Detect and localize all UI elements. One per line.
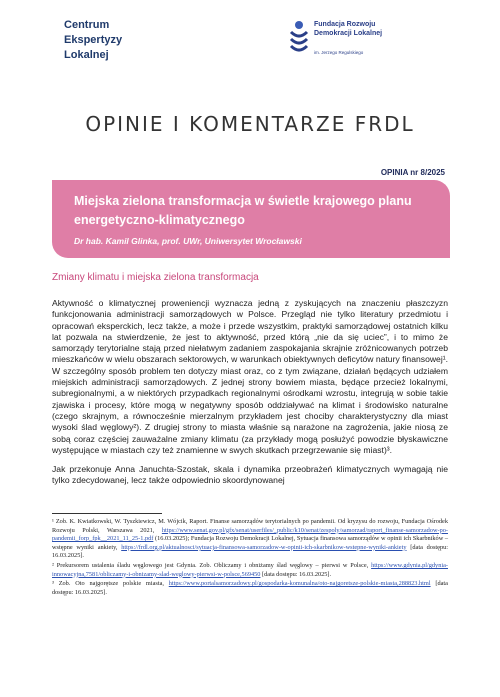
footnotes: [52, 518, 448, 598]
footnote-link[interactable]: https://www.gdynia.pl/gdynia-innowacyjna,7581/obliczamy-i-obnizamy-slad-weglowy-pierwsi-w-polsce,569450: [52, 561, 448, 578]
opinia-number: OPINIA nr 8/2025: [380, 168, 445, 177]
title-banner: [52, 180, 450, 258]
frdl-logo: [288, 18, 438, 68]
frdl-name: Fundacja Rozwoju Demokracji Lokalnej: [314, 21, 383, 37]
footnote-divider: [52, 513, 162, 514]
body-text: [52, 298, 448, 495]
footnote-link[interactable]: https://frdl.org.pl/aktualnosci/sytuacja-finansowa-samorzadow-w-opinii-ich-skarbnikow-wstepne-wyniki-ankiety: [121, 543, 407, 551]
frdl-logo-icon: [288, 20, 310, 52]
frdl-subtitle: im. Jerzego Regulskiego: [314, 50, 364, 55]
page-title: OPINIE I KOMENTARZE FRDL: [85, 112, 415, 136]
section-heading: Zmiany klimatu i miejska zielona transformacja: [52, 272, 259, 283]
footnote: ³ Zob. Oto najgorętsze polskie miasta, https://www.portalsamorzadowy.pl/gospodarka-komunalna/oto-najgoretsze-polskie-miasta,288823.html [data dostępu: 16.03.2025].: [52, 580, 448, 596]
article-author: Dr hab. Kamil Glinka, prof. UWr, Uniwersytet Wrocławski: [74, 236, 302, 246]
article-title: Miejska zielona transformacja w świetle krajowego planu energetyczno-klimatycznego: [74, 194, 412, 227]
page-header: [0, 0, 500, 90]
footnote: ¹ Zob. K. Kwiatkowski, W. Tyszkiewicz, M. Wójcik, Raport. Finanse samorządów terytorialnych po pandemii. Od kryzysu do rozwoju, Fundacja Ośrodek Rozwoju Polski, Warszawa 2021, https://www.senat.gov.pl/gfx/senat/userfiles/_public/k10/senat/zespoly/samorzad/raport_finanse-samorzadow-po-pandemii_forp_fpk__2021_11_25-1.pdf (16.03.2025); Fundacja Rozwoju Demokracji Lokalnej, Sytuacja finansowa samorządów w opinii ich Skarbników – wstępne wyniki ankiety, https://frdl.org.pl/aktualnosci/sytuacja-finansowa-samorzadow-w-opinii-ich-skarbnikow-wstepne-wyniki-ankiety [data dostępu: 16.03.2025].: [52, 518, 448, 560]
paragraph: Aktywność o klimatycznej proweniencji wyznacza jedną z zyskujących na znaczeniu płaszczyzn funkcjonowania administracji samorządowych w Polsce. Przegląd nie tylko literatury przedmiotu i opracowań eksperckich, lecz także, a może i przede wszystkim, praktyki samorządowej ostatnich kilku lat pozwala na stwierdzenie, że jest to aktywność, przed którą „nie da się uciec”, i to mimo że samorządy terytorialne stają przed niełatwym zadaniem zaspokajania skrajnie zróżnicowanych potrzeb mieszkańców w wielu obszarach sektorowych, w warunkach obiektywnych deficytów natury finansowej¹. W szczególny sposób problem ten dotyczy miast oraz, co z tym związane, działań będących udziałem miejskich administracji samorządowych. Z jednej strony bowiem miasta, będące przecież lokalnymi, subregionalnymi, a w niektórych przypadkach regionalnymi ośrodkami wzrostu, integrują w sobie takie zjawiska i procesy, które mogą w negatywny sposób oddziaływać na klimat i środowisko naturalne (czego skrajnym, a równocześnie mierzalnym przykładem jest chociby charakterystyczny dla miast wysoki ślad węglowy²). Z drugiej strony to miasta właśnie są narażone na zagrożenia, jakie niosą ze sobą coraz częściej zauważalne zmiany klimatu (za przykłady mogą posłużyć powodzie błyskawiczne występujące w miastach czy też znamienne w swych skutkach przegrzewanie się miast)³.: [52, 298, 448, 455]
paragraph: Jak przekonuje Anna Januchta-Szostak, skala i dynamika przeobrażeń klimatycznych wymagają nie tylko zdecydowanej, lecz także odpowiednio skoordynowanej: [52, 464, 448, 486]
cel-logo: Centrum Ekspertyzy Lokalnej: [64, 19, 123, 61]
footnote-link[interactable]: https://www.portalsamorzadowy.pl/gospodarka-komunalna/oto-najgoretsze-polskie-miasta,288823.html: [168, 580, 431, 588]
footnote-link[interactable]: https://www.senat.gov.pl/gfx/senat/userfiles/_public/k10/senat/zespoly/samorzad/raport_finanse-samorzadow-po-pandemii_forp_fpk__2021_11_25-1.pdf: [52, 526, 448, 543]
footnote: ² Prekursorem ustalenia śladu węglowego jest Gdynia. Zob. Obliczamy i obniżamy ślad węglowy – pierwsi w Polsce, https://www.gdynia.pl/gdynia-innowacyjna,7581/obliczamy-i-obnizamy-slad-weglowy-pierwsi-w-polsce,569450 [data dostępu: 16.03.2025].: [52, 561, 448, 578]
